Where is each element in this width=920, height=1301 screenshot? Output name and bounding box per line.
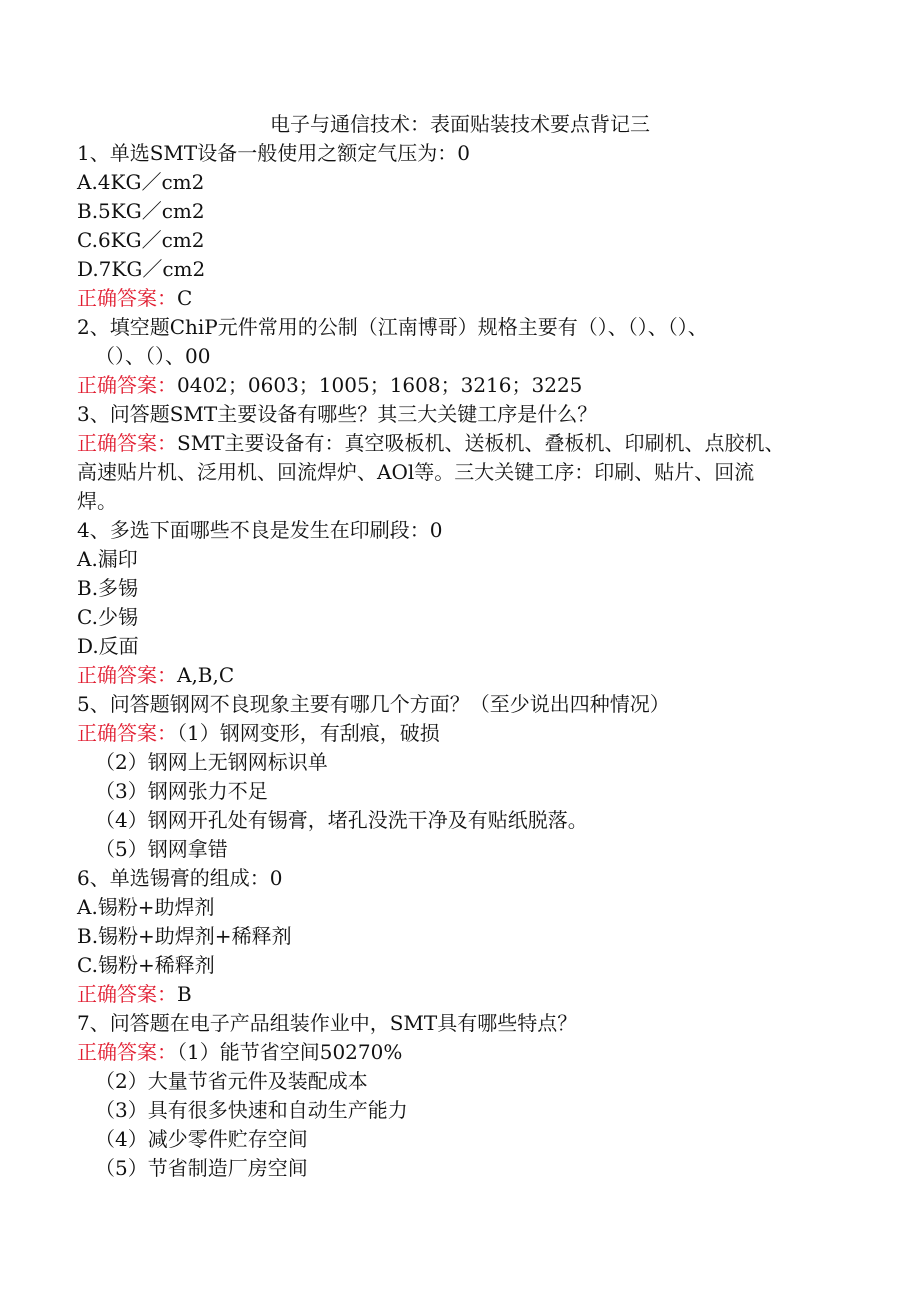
answer-text: SMT主要设备有：真空吸板机、送板机、叠板机、印刷机、点胶机、 <box>177 431 785 455</box>
question-1-stem: 1、单选SMT设备一般使用之额定气压为：0 <box>77 141 470 165</box>
answer-label: 正确答案： <box>77 431 177 455</box>
question-1-option-a: A.4KG／cm2 <box>77 170 205 194</box>
question-6-option-a: A.锡粉+助焊剂 <box>77 895 215 919</box>
answer-label: 正确答案： <box>77 663 177 687</box>
question-5-answer-item: （5）钢网拿错 <box>95 837 228 861</box>
question-6-option-c: C.锡粉+稀释剂 <box>77 953 215 977</box>
answer-label: 正确答案： <box>77 286 177 310</box>
question-1-option-d: D.7KG／cm2 <box>77 257 206 281</box>
question-1-answer <box>77 284 817 313</box>
question-1-option-b: B.5KG／cm2 <box>77 199 205 223</box>
question-3-answer <box>77 429 817 458</box>
question-list <box>77 139 817 1183</box>
question-7-answer-item: （4）减少零件贮存空间 <box>95 1127 308 1151</box>
question-6-answer <box>77 980 817 1009</box>
question-4-option-a: A.漏印 <box>77 547 138 571</box>
question-7-answer <box>77 1038 817 1067</box>
question-3-stem: 3、问答题SMT主要设备有哪些？其三大关键工序是什么？ <box>77 402 598 426</box>
question-5-answer-item: （4）钢网开孔处有锡膏，堵孔没洗干净及有贴纸脱落。 <box>95 808 588 832</box>
answer-text: C <box>177 286 193 310</box>
answer-text: A,B,C <box>177 663 235 687</box>
question-4-stem: 4、多选下面哪些不良是发生在印刷段：0 <box>77 518 443 542</box>
answer-text: 0402；0603；1005；1608；3216；3225 <box>177 373 583 397</box>
question-4-option-c: C.少锡 <box>77 605 138 629</box>
question-6-option-b: B.锡粉+助焊剂+稀释剂 <box>77 924 292 948</box>
question-7-answer-item: （5）节省制造厂房空间 <box>95 1156 308 1180</box>
question-1-option-c: C.6KG／cm2 <box>77 228 205 252</box>
answer-label: 正确答案： <box>77 373 177 397</box>
question-6-stem: 6、单选锡膏的组成：0 <box>77 866 283 890</box>
question-4-option-d: D.反面 <box>77 634 139 658</box>
answer-text: （1）能节省空间50270% <box>177 1040 403 1064</box>
question-7-stem: 7、问答题在电子产品组装作业中，SMT具有哪些特点？ <box>77 1011 578 1035</box>
question-4-option-b: B.多锡 <box>77 576 139 600</box>
answer-label: 正确答案： <box>77 982 177 1006</box>
question-5-answer <box>77 719 817 748</box>
answer-text: （1）钢网变形，有刮痕，破损 <box>177 721 440 745</box>
question-4-answer <box>77 661 817 690</box>
answer-label: 正确答案： <box>77 721 177 745</box>
question-5-stem: 5、问答题钢网不良现象主要有哪几个方面？（至少说出四种情况） <box>77 692 670 716</box>
question-3-answer-end: 焊。 <box>77 489 117 513</box>
question-3-answer-continued: 高速贴片机、泛用机、回流焊炉、AOl等。三大关键工序：印刷、贴片、回流 <box>77 460 755 484</box>
question-5-answer-item: （2）钢网上无钢网标识单 <box>95 750 328 774</box>
answer-label: 正确答案： <box>77 1040 177 1064</box>
answer-text: B <box>177 982 192 1006</box>
document-title: 电子与通信技术：表面贴装技术要点背记三 <box>270 112 650 136</box>
question-2-stem: 2、填空题ChiP元件常用的公制（江南博哥）规格主要有（）、（）、（）、 <box>77 315 708 339</box>
question-5-answer-item: （3）钢网张力不足 <box>95 779 268 803</box>
question-7-answer-item: （3）具有很多快速和自动生产能力 <box>95 1098 408 1122</box>
question-2-answer <box>77 371 817 400</box>
question-2-stem-continued: （）、（）、00 <box>95 344 211 368</box>
question-7-answer-item: （2）大量节省元件及装配成本 <box>95 1069 368 1093</box>
